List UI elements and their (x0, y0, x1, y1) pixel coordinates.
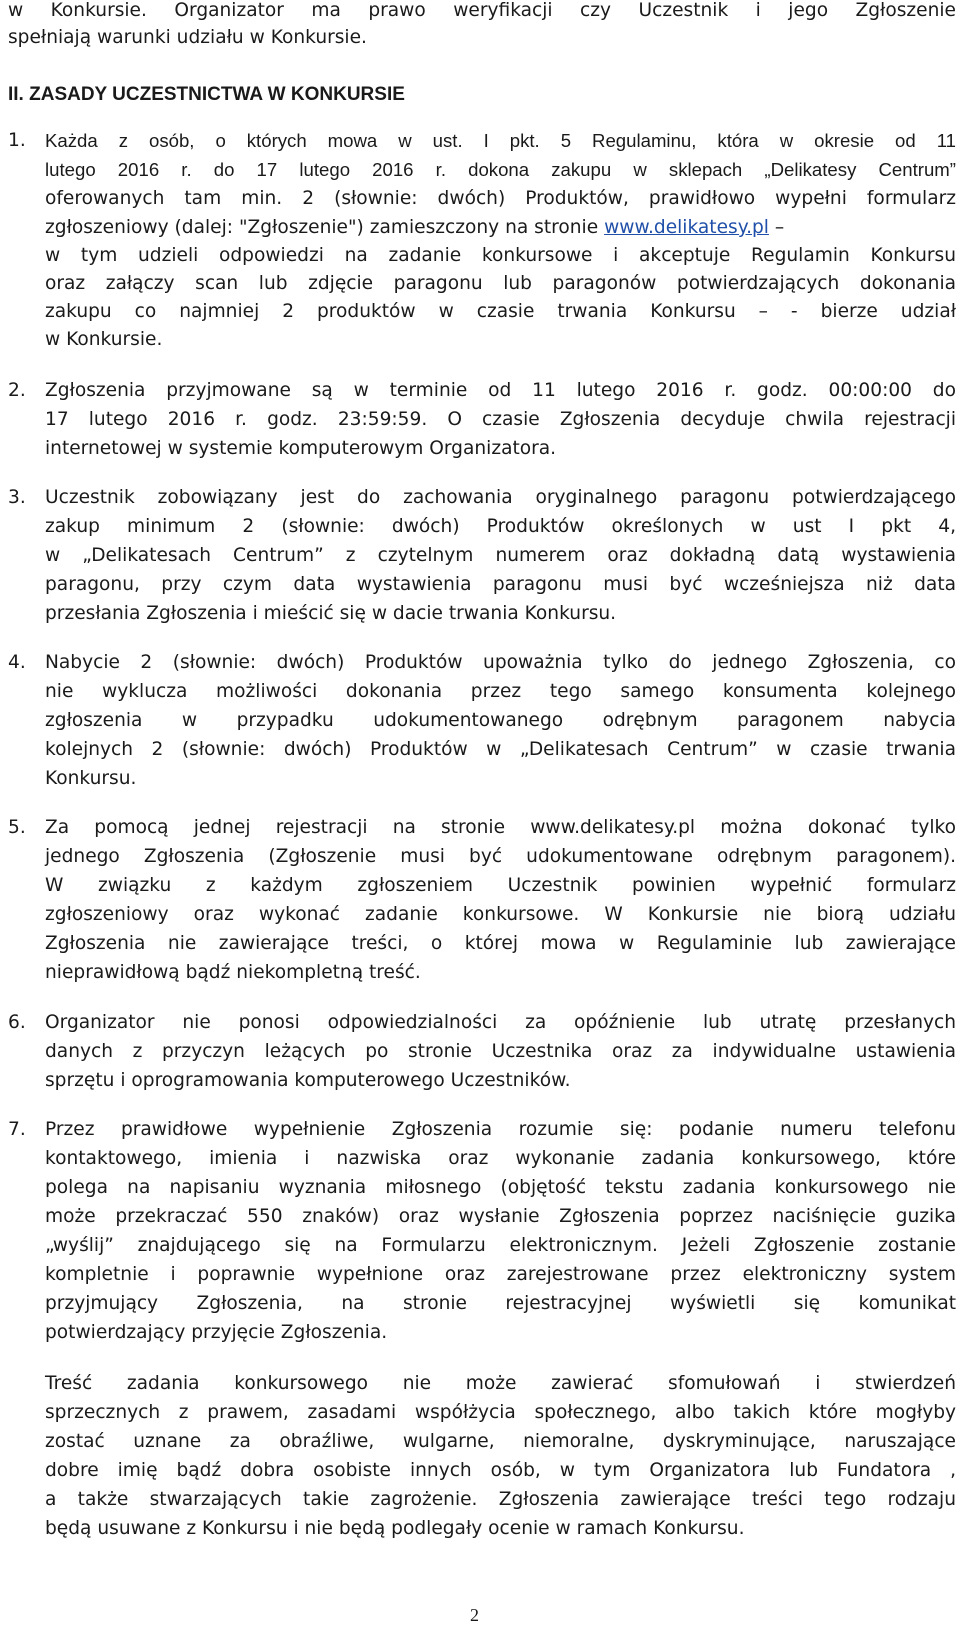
item-line: W związku z każdym zgłoszeniem Uczestnik powinien wypełnić formularz (45, 875, 956, 896)
item-line: Zgłoszenia przyjmowane są w terminie od 11 lutego 2016 r. godz. 00:00:00 do (45, 380, 956, 401)
paragraph-line: Treść zadania konkursowego nie może zawierać sfomułowań i stwierdzeń (45, 1373, 956, 1394)
item-line: Konkursu. (45, 768, 137, 789)
item-line: Organizator nie ponosi odpowiedzialności za opóźnienie lub utratę przesłanych (45, 1012, 956, 1033)
item-line: lutego 2016 r. do 17 lutego 2016 r. dokona zakupu w sklepach „Delikatesy Centrum” (45, 159, 956, 180)
item-line: oferowanych tam min. 2 (słownie: dwóch) Produktów, prawidłowo wypełni formularz (45, 188, 956, 209)
item-line: przesłania Zgłoszenia i mieścić się w dacie trwania Konkursu. (45, 603, 617, 624)
paragraph-line: zostać uznane za obraźliwe, wulgarne, niemoralne, dyskryminujące, naruszające (45, 1431, 956, 1452)
item-line: może przekraczać 550 znaków) oraz wysłanie Zgłoszenia poprzez naciśnięcie guzika (45, 1206, 956, 1227)
section-heading: II. ZASADY UCZESTNICTWA W KONKURSIE (8, 84, 405, 105)
item-line: „wyślij” znajdującego się na Formularzu elektronicznym. Jeżeli Zgłoszenie zostanie (45, 1235, 956, 1256)
item-line: Uczestnik zobowiązany jest do zachowania oryginalnego paragonu potwierdzającego (45, 487, 956, 508)
item-line: nie wyklucza możliwości dokonania przez tego samego konsumenta kolejnego (45, 681, 956, 702)
list-number: 2. (8, 380, 26, 401)
list-number: 5. (8, 817, 26, 838)
item-line: kontaktowego, imienia i nazwiska oraz wykonanie zadania konkursowego, które (45, 1148, 956, 1169)
item-text: – (768, 217, 785, 238)
item-line: kompletnie i poprawnie wypełnione oraz zarejestrowane przez elektroniczny system (45, 1264, 956, 1285)
item-line: Każda z osób, o których mowa w ust. I pkt. 5 Regulaminu, która w okresie od 11 (45, 130, 956, 151)
list-number: 4. (8, 652, 26, 673)
page-number: 2 (470, 1605, 479, 1625)
item-line: sprzętu i oprogramowania komputerowego Uczestników. (45, 1070, 571, 1091)
paragraph-line: będą usuwane z Konkursu i nie będą podlegały ocenie w ramach Konkursu. (45, 1518, 745, 1539)
item-line: paragonu, przy czym data wystawienia paragonu musi być wcześniejsza niż data (45, 574, 956, 595)
item-line: Nabycie 2 (słownie: dwóch) Produktów upoważnia tylko do jednego Zgłoszenia, co (45, 652, 956, 673)
item-line: zakup minimum 2 (słownie: dwóch) Produktów określonych w ust I pkt 4, (45, 516, 956, 537)
item-line: w „Delikatesach Centrum” z czytelnym numerem oraz dokładną datą wystawienia (45, 545, 956, 566)
item-line: w tym udzieli odpowiedzi na zadanie konkursowe i akceptuje Regulamin Konkursu (45, 245, 956, 266)
item-line: Zgłoszenia nie zawierające treści, o której mowa w Regulaminie lub zawierające (45, 933, 956, 954)
item-line-with-link (45, 213, 956, 243)
item-line: nieprawidłową bądź niekompletną treść. (45, 962, 421, 983)
item-line: zakupu co najmniej 2 produktów w czasie trwania Konkursu – - bierze udział (45, 301, 956, 322)
item-line: zgłoszeniowy oraz wykonać zadanie konkursowe. W Konkursie nie biorą udziału (45, 904, 956, 925)
list-number: 3. (8, 487, 26, 508)
list-number: 6. (8, 1012, 26, 1033)
item-line: przyjmujący Zgłoszenia, na stronie rejestracyjnej wyświetli się komunikat (45, 1293, 956, 1314)
intro-line: w Konkursie. Organizator ma prawo weryfikacji czy Uczestnik i jego Zgłoszenie (8, 0, 956, 21)
item-line: jednego Zgłoszenia (Zgłoszenie musi być udokumentowane odrębnym paragonem). (45, 846, 956, 867)
item-line: potwierdzający przyjęcie Zgłoszenia. (45, 1322, 388, 1343)
item-text: zgłoszeniowy (dalej: "Zgłoszenie") zamieszczony na stronie (45, 217, 605, 238)
item-line: Za pomocą jednej rejestracji na stronie www.delikatesy.pl można dokonać tylko (45, 817, 956, 838)
paragraph-line: sprzecznych z prawem, zasadami współżycia społecznego, albo takich które mogłyby (45, 1402, 956, 1423)
paragraph-line: dobre imię bądź dobra osobiste innych osób, w tym Organizatora lub Fundatora , (45, 1460, 956, 1481)
item-line: kolejnych 2 (słownie: dwóch) Produktów w „Delikatesach Centrum” w czasie trwania (45, 739, 956, 760)
item-line: internetowej w systemie komputerowym Organizatora. (45, 438, 557, 459)
list-number: 1. (8, 130, 26, 151)
item-line: danych z przyczyn leżących po stronie Uczestnika oraz za indywidualne ustawienia (45, 1041, 956, 1062)
item-line: zgłoszenia w przypadku udokumentowanego odrębnym paragonem nabycia (45, 710, 956, 731)
item-line: 17 lutego 2016 r. godz. 23:59:59. O czasie Zgłoszenia decyduje chwila rejestracji (45, 409, 956, 430)
item-line: Przez prawidłowe wypełnienie Zgłoszenia rozumie się: podanie numeru telefonu (45, 1119, 956, 1140)
item-line: polega na napisaniu wyznania miłosnego (objętość tekstu zadania konkursowego nie (45, 1177, 956, 1198)
list-number: 7. (8, 1119, 26, 1140)
item-line: oraz załączy scan lub zdjęcie paragonu lub paragonów potwierdzających dokonania (45, 273, 956, 294)
intro-line: spełniają warunki udziału w Konkursie. (8, 27, 367, 48)
item-line: w Konkursie. (45, 329, 163, 350)
paragraph-line: a także stwarzających takie zagrożenie. Zgłoszenia zawierające treści tego rodzaju (45, 1489, 956, 1510)
website-link[interactable]: www.delikatesy.pl (604, 217, 769, 238)
